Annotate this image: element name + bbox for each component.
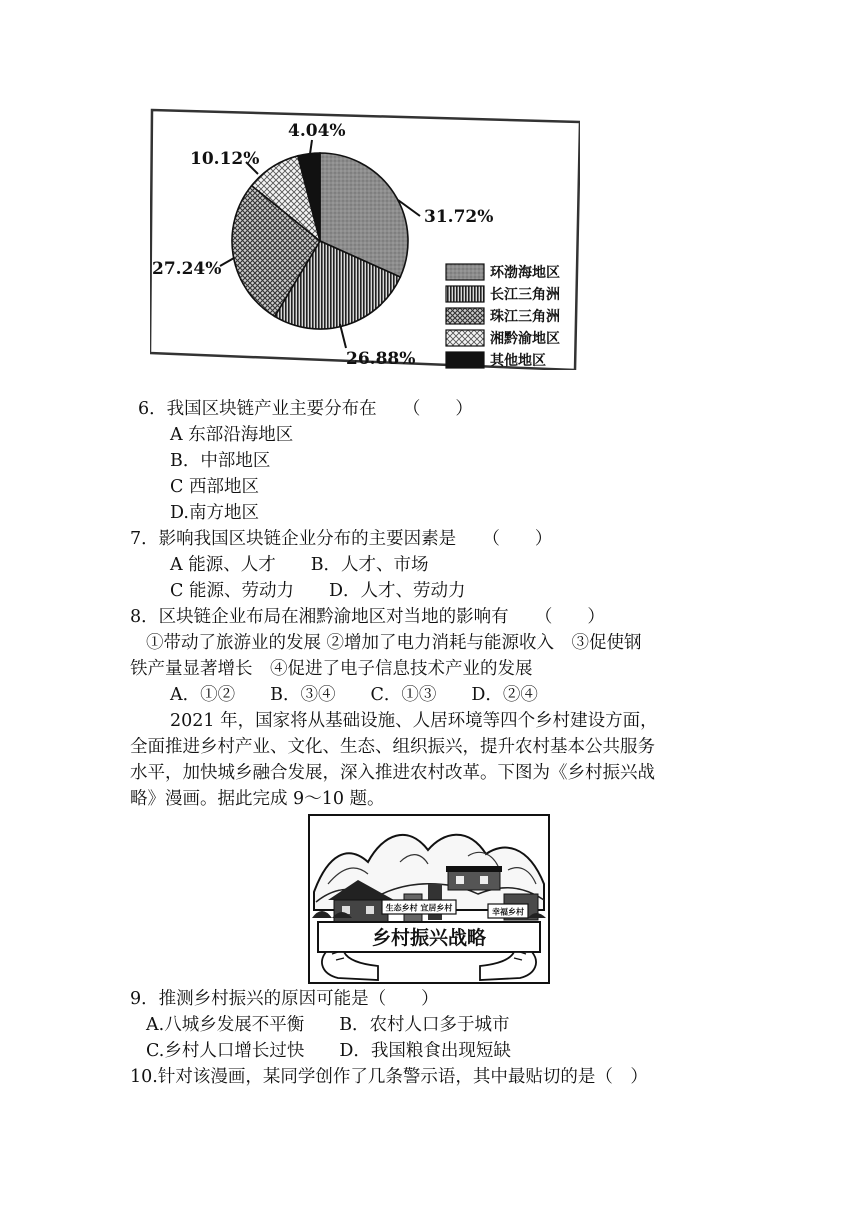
legend-label-5: 其他地区 — [490, 353, 546, 369]
passage-line-1: 2021 年，国家将从基础设施、人居环境等四个乡村建设方面， — [170, 711, 658, 731]
pie-chart-figure — [150, 108, 580, 370]
legend-label-3: 珠江三角洲 — [490, 309, 560, 325]
legend-swatch-3 — [446, 308, 484, 324]
legend-label-2: 长江三角洲 — [490, 287, 560, 303]
question-9-options-cd: C.乡村人口增长过快 D．我国粮食出现短缺 — [146, 1041, 511, 1061]
legend-label-4: 湘黔渝地区 — [490, 331, 560, 347]
question-9-options-ab: A.八城乡发展不平衡 B．农村人口多于城市 — [146, 1015, 510, 1035]
question-8-statements-line1: ①带动了旅游业的发展 ②增加了电力消耗与能源收入 ③促使钢 — [146, 633, 642, 653]
pie-value-label-3: 27.24% — [152, 259, 222, 279]
question-8-stem: 8．区块链企业布局在湘黔渝地区对当地的影响有 （ ） — [130, 607, 605, 627]
legend-swatch-2 — [446, 286, 484, 302]
legend-swatch-5 — [446, 352, 484, 368]
legend-label-1: 环渤海地区 — [490, 265, 560, 281]
question-7-stem: 7．影响我国区块链企业分布的主要因素是 （ ） — [130, 529, 553, 549]
question-6-option-a: A 东部沿海地区 — [170, 425, 294, 445]
pie-value-label-1: 31.72% — [424, 207, 494, 227]
question-6-option-b: B．中部地区 — [170, 451, 271, 471]
pie-value-label-5: 4.04% — [288, 121, 346, 141]
passage-line-4: 略》漫画。据此完成 9～10 题。 — [130, 789, 385, 809]
question-6-option-c: C 西部地区 — [170, 477, 259, 497]
pie-value-label-4: 10.12% — [190, 149, 260, 169]
passage-line-3: 水平，加快城乡融合发展，深入推进农村改革。下图为《乡村振兴战 — [130, 763, 655, 783]
passage-line-2: 全面推进乡村产业、文化、生态、组织振兴，提升农村基本公共服务 — [130, 737, 655, 757]
pie-value-label-2: 26.88% — [346, 349, 416, 369]
question-7-options-cd: C 能源、劳动力 D．人才、劳动力 — [170, 581, 466, 601]
rural-revitalization-cartoon — [308, 814, 550, 984]
question-8-options: A．①② B．③④ C．①③ D．②④ — [170, 685, 538, 705]
legend-swatch-4 — [446, 330, 484, 346]
question-10-stem: 10.针对该漫画，某同学创作了几条警示语，其中最贴切的是（ ） — [130, 1067, 648, 1087]
question-9-stem: 9．推测乡村振兴的原因可能是（ ） — [130, 989, 439, 1009]
question-8-statements-line2: 铁产量显著增长 ④促进了电子信息技术产业的发展 — [130, 659, 533, 679]
sign-left-text: 生态乡村 宜居乡村 — [385, 903, 453, 913]
banner-title: 乡村振兴战略 — [371, 927, 487, 949]
question-6-stem: 6．我国区块链产业主要分布在 （ ） — [138, 399, 473, 419]
sign-right-text: 幸福乡村 — [492, 907, 524, 917]
legend-swatch-1 — [446, 264, 484, 280]
cartoon-illustration — [308, 814, 550, 984]
question-7-options-ab: A 能源、人才 B．人才、市场 — [170, 555, 429, 575]
pie-chart — [150, 108, 580, 370]
question-6-option-d: D.南方地区 — [170, 503, 259, 523]
